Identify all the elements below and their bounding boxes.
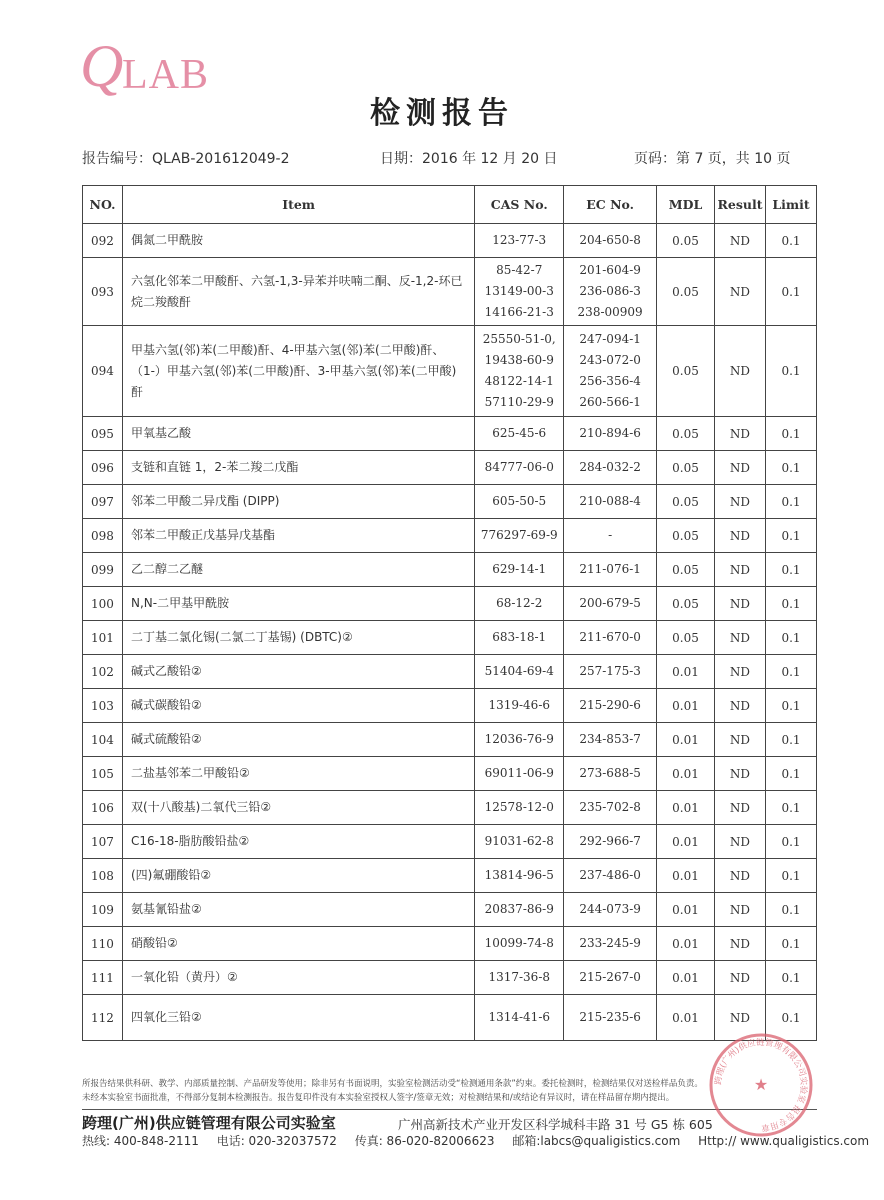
cell-limit: 0.1 [765,621,816,655]
table-row [83,417,817,451]
cell-result: ND [715,621,766,655]
cell-result: ND [715,655,766,689]
cell-no: 112 [83,995,123,1041]
cell-mdl: 0.05 [657,224,715,258]
cell-limit: 0.1 [765,587,816,621]
cell-cas: 776297-69-9 [475,519,564,553]
cell-ec: 210-088-4 [564,485,657,519]
cell-ec: 210-894-6 [564,417,657,451]
cell-mdl: 0.01 [657,723,715,757]
cell-mdl: 0.01 [657,757,715,791]
cell-no: 102 [83,655,123,689]
cell-mdl: 0.05 [657,519,715,553]
cell-item: 甲氧基乙酸 [122,417,474,451]
cell-ec: 292-966-7 [564,825,657,859]
logo-q: Q [80,33,124,99]
cell-ec: 201-604-9 236-086-3 238-00909 [564,258,657,326]
cell-mdl: 0.05 [657,485,715,519]
cell-no: 100 [83,587,123,621]
cell-item: 乙二醇二乙醚 [122,553,474,587]
cell-ec: 233-245-9 [564,927,657,961]
cell-ec: 235-702-8 [564,791,657,825]
cell-mdl: 0.05 [657,553,715,587]
cell-limit: 0.1 [765,655,816,689]
cell-limit: 0.1 [765,553,816,587]
table-row [83,723,817,757]
fax: 传真: 86-020-82006623 [354,1134,495,1148]
cell-limit: 0.1 [765,757,816,791]
cell-cas: 69011-06-9 [475,757,564,791]
table-row [83,689,817,723]
table-row [83,621,817,655]
hotline: 热线: 400-848-2111 [82,1134,199,1148]
footnote-line-1: 所报告结果供科研、教学、内部质量控制、产品研发等使用；除非另有书面说明，实验室检测活动受“检测通用条款”约束。委托检测时，检测结果仅对送检样品负责。 [82,1079,703,1089]
cell-limit: 0.1 [765,258,816,326]
cell-ec: 211-670-0 [564,621,657,655]
table-row [83,587,817,621]
cell-item: 支链和直链 1，2-苯二羧二戊酯 [122,451,474,485]
cell-cas: 123-77-3 [475,224,564,258]
cell-mdl: 0.01 [657,961,715,995]
cell-result: ND [715,587,766,621]
page-title: 检测报告 [370,96,514,131]
cell-cas: 91031-62-8 [475,825,564,859]
cell-limit: 0.1 [765,519,816,553]
cell-ec: 273-688-5 [564,757,657,791]
cell-cas: 625-45-6 [475,417,564,451]
table-row [83,961,817,995]
cell-cas: 25550-51-0, 19438-60-9 48122-14-1 57110-29-9 [475,326,564,417]
cell-mdl: 0.01 [657,927,715,961]
cell-result: ND [715,859,766,893]
cell-limit: 0.1 [765,224,816,258]
cell-ec: 257-175-3 [564,655,657,689]
logo-lab: LAB [122,52,209,98]
table-row [83,859,817,893]
cell-mdl: 0.01 [657,859,715,893]
cell-ec: 237-486-0 [564,859,657,893]
cell-mdl: 0.01 [657,825,715,859]
cell-ec: 211-076-1 [564,553,657,587]
cell-limit: 0.1 [765,893,816,927]
cell-ec: 234-853-7 [564,723,657,757]
cell-item: 四氧化三铅② [122,995,474,1041]
email: 邮箱:labcs@qualigistics.com [512,1134,681,1148]
cell-ec: 200-679-5 [564,587,657,621]
cell-result: ND [715,757,766,791]
cell-cas: 51404-69-4 [475,655,564,689]
cell-no: 107 [83,825,123,859]
cell-no: 108 [83,859,123,893]
cell-cas: 605-50-5 [475,485,564,519]
cell-mdl: 0.05 [657,258,715,326]
cell-limit: 0.1 [765,451,816,485]
table-row [83,519,817,553]
cell-limit: 0.1 [765,326,816,417]
cell-cas: 1314-41-6 [475,995,564,1041]
cell-limit: 0.1 [765,417,816,451]
cell-limit: 0.1 [765,859,816,893]
cell-cas: 10099-74-8 [475,927,564,961]
cell-mdl: 0.01 [657,655,715,689]
cell-result: ND [715,927,766,961]
cell-limit: 0.1 [765,995,816,1041]
cell-item: 邻苯二甲酸正戊基异戊基酯 [122,519,474,553]
cell-item: 碱式硫酸铅② [122,723,474,757]
cell-result: ND [715,723,766,757]
cell-item: 碱式碳酸铅② [122,689,474,723]
table-row [83,757,817,791]
cell-limit: 0.1 [765,689,816,723]
cell-result: ND [715,961,766,995]
company-address: 广州高新技术产业开发区科学城科丰路 31 号 G5 栋 605 [398,1117,713,1132]
cell-ec: 215-235-6 [564,995,657,1041]
cell-cas: 12578-12-0 [475,791,564,825]
table-row [83,791,817,825]
cell-item: 氨基氰铅盐② [122,893,474,927]
cell-result: ND [715,485,766,519]
cell-item: C16-18-脂肪酸铅盐② [122,825,474,859]
cell-result: ND [715,224,766,258]
cell-ec: 204-650-8 [564,224,657,258]
cell-result: ND [715,553,766,587]
cell-mdl: 0.01 [657,995,715,1041]
cell-result: ND [715,689,766,723]
cell-no: 109 [83,893,123,927]
cell-item: (四)氟硼酸铅② [122,859,474,893]
table-row [83,893,817,927]
cell-mdl: 0.01 [657,791,715,825]
cell-item: 六氢化邻苯二甲酸酐、六氢-1,3-异苯并呋喃二酮、反-1,2-环已烷二羧酸酐 [122,258,474,326]
lab-seal-stamp [706,1030,816,1140]
cell-no: 106 [83,791,123,825]
website: Http:// www.qualigistics.com [698,1134,870,1148]
table-row [83,927,817,961]
cell-mdl: 0.01 [657,689,715,723]
cell-mdl: 0.05 [657,621,715,655]
cell-limit: 0.1 [765,825,816,859]
cell-ec: 247-094-1 243-072-0 256-356-4 260-566-1 [564,326,657,417]
cell-result: ND [715,417,766,451]
cell-no: 111 [83,961,123,995]
cell-no: 095 [83,417,123,451]
header-limit: Limit [765,186,816,224]
table-row [83,258,817,326]
cell-result: ND [715,519,766,553]
seal-star: ★ [753,1075,769,1094]
cell-mdl: 0.05 [657,417,715,451]
cell-no: 094 [83,326,123,417]
cell-ec: 244-073-9 [564,893,657,927]
cell-limit: 0.1 [765,927,816,961]
cell-result: ND [715,326,766,417]
footnote-line-2: 未经本实验室书面批准，不得部分复制本检测报告。报告复印件没有本实验室授权人签字/签章无效；对检测结果和/或结论有异议时，请在样品留存期内提出。 [82,1093,675,1103]
table-row [83,451,817,485]
cell-mdl: 0.05 [657,326,715,417]
table-body [83,224,817,1041]
header-no: NO. [83,186,123,224]
table-row [83,825,817,859]
cell-mdl: 0.05 [657,451,715,485]
table-row [83,485,817,519]
results-table [82,185,817,1041]
cell-item: 二丁基二氯化锡(二氯二丁基锡) (DBTC)② [122,621,474,655]
cell-cas: 20837-86-9 [475,893,564,927]
cell-no: 099 [83,553,123,587]
cell-item: N,N-二甲基甲酰胺 [122,587,474,621]
cell-ec: 215-290-6 [564,689,657,723]
cell-cas: 13814-96-5 [475,859,564,893]
cell-cas: 629-14-1 [475,553,564,587]
table-row [83,655,817,689]
cell-cas: 68-12-2 [475,587,564,621]
cell-no: 092 [83,224,123,258]
phone: 电话: 020-32037572 [216,1134,337,1148]
cell-mdl: 0.05 [657,587,715,621]
cell-limit: 0.1 [765,485,816,519]
cell-result: ND [715,451,766,485]
cell-cas: 683-18-1 [475,621,564,655]
cell-cas: 1317-36-8 [475,961,564,995]
cell-no: 103 [83,689,123,723]
cell-cas: 1319-46-6 [475,689,564,723]
cell-result: ND [715,791,766,825]
cell-item: 硝酸铅② [122,927,474,961]
cell-item: 一氧化铅（黄丹）② [122,961,474,995]
cell-limit: 0.1 [765,723,816,757]
cell-limit: 0.1 [765,791,816,825]
cell-no: 104 [83,723,123,757]
table-row [83,326,817,417]
cell-item: 碱式乙酸铅② [122,655,474,689]
header-item: Item [122,186,474,224]
cell-cas: 85-42-7 13149-00-3 14166-21-3 [475,258,564,326]
cell-no: 110 [83,927,123,961]
header-result: Result [715,186,766,224]
table-header-row [83,186,817,224]
report-date: 日期：2016 年 12 月 20 日 [380,151,558,167]
company-name: 跨理(广州)供应链管理有限公司实验室 [82,1114,336,1132]
cell-result: ND [715,995,766,1041]
cell-item: 二盐基邻苯二甲酸铅② [122,757,474,791]
header-mdl: MDL [657,186,715,224]
page-number: 页码：第 7 页，共 10 页 [634,151,791,167]
cell-item: 双(十八酸基)二氧代三铅② [122,791,474,825]
table-row [83,224,817,258]
cell-item: 甲基六氢(邻)苯(二甲酸)酐、4-甲基六氢(邻)苯(二甲酸)酐、（1-）甲基六氢(邻)苯(二甲酸)酐、3-甲基六氢(邻)苯(二甲酸)酐 [122,326,474,417]
cell-no: 105 [83,757,123,791]
cell-mdl: 0.01 [657,893,715,927]
cell-ec: 215-267-0 [564,961,657,995]
report-number: 报告编号：QLAB-201612049-2 [82,151,290,167]
cell-ec: 284-032-2 [564,451,657,485]
cell-ec: - [564,519,657,553]
cell-no: 097 [83,485,123,519]
cell-result: ND [715,893,766,927]
cell-limit: 0.1 [765,961,816,995]
cell-no: 101 [83,621,123,655]
header-ec: EC No. [564,186,657,224]
cell-result: ND [715,825,766,859]
cell-item: 邻苯二甲酸二异戊酯 (DIPP) [122,485,474,519]
cell-item: 偶氮二甲酰胺 [122,224,474,258]
header-cas: CAS No. [475,186,564,224]
cell-no: 093 [83,258,123,326]
cell-cas: 84777-06-0 [475,451,564,485]
cell-result: ND [715,258,766,326]
cell-no: 096 [83,451,123,485]
table-row [83,553,817,587]
cell-cas: 12036-76-9 [475,723,564,757]
cell-no: 098 [83,519,123,553]
seal-text: 跨理(广州)供应链管理有限公司实验室 报告专用章 [713,1037,809,1133]
